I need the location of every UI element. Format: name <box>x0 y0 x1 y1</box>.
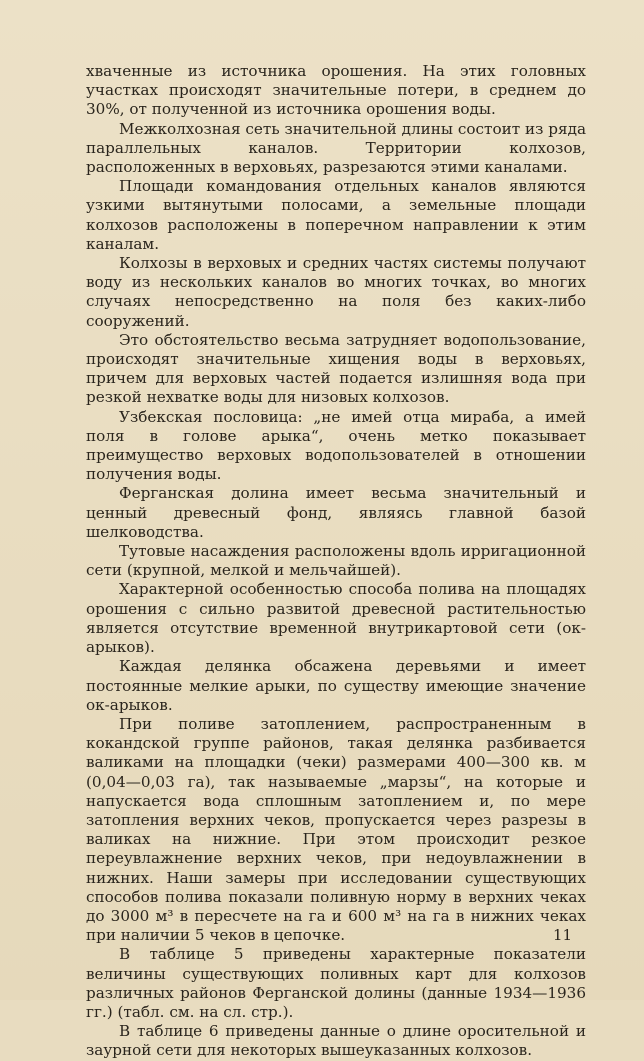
page-number: 11 <box>553 926 573 944</box>
paragraph-3: Площади командования отдельных каналов являются узкими вытянутыми полосами, а земельные площади колхозов расположены в поперечном направлении к этим каналам. <box>86 177 586 253</box>
paragraph-12: В таблице 5 приведены характерные показатели величины существующих поливных карт для колхозов различных районов Ферганской долины (данные 1934—1936 гг.) (табл. см. на сл. стр.). <box>86 945 586 1021</box>
paragraph-9: Характерной особенностью способа полива на площадях орошения с сильно развитой древесной растительностью является отсутствие временной внутрикартовой сети (ок-арыков). <box>86 580 586 657</box>
paragraph-4: Колхозы в верховых и средних частях системы получают воду из нескольких каналов во многих точках, во многих случаях непосредственно на поля без каких-либо сооружений. <box>86 254 586 330</box>
body-text <box>86 62 586 1061</box>
paragraph-10: Каждая делянка обсажена деревьями и имеет постоянные мелкие арыки, по существу имеющие значение ок-арыков. <box>86 657 586 714</box>
paragraph-8: Тутовые насаждения расположены вдоль ирригационной сети (крупной, мелкой и мельчайшей). <box>86 542 586 580</box>
paragraph-6: Узбекская пословица: „не имей отца мираба, а имей поля в голове арыка“, очень метко показывает преимущество верховых водопользователей в отношении получения воды. <box>86 407 586 484</box>
paragraph-1: хваченные из источника орошения. На этих головных участках происходят значительные потери, в среднем до 30%, от полученной из источника орошения воды. <box>86 62 586 119</box>
paragraph-2: Межколхозная сеть значительной длины состоит из ряда параллельных каналов. Территории колхозов, расположенных в верховьях, разрезаются этими каналами. <box>86 119 586 177</box>
paragraph-11: При поливе затоплением, распространенным в кокандской группе районов, такая делянка разбивается валиками на площадки (чеки) размерами 400—300 кв. м (0,04—0,03 га), так называемые „марзы“, на которые и напускается вода сплошным затоплением и, по мере затопления верхних чеков, пропускается через разрезы в валиках на нижние. При этом происходит резкое переувлажнение верхних чеков, при недоувлажнении в нижних. Наши замеры при исследовании существующих способов полива показали поливную норму в верхних чеках до 3000 м³ в пересчете на га и 600 м³ на га в нижних чеках при наличии 5 чеков в цепочке. <box>86 714 586 945</box>
paragraph-13: В таблице 6 приведены данные о длине оросительной и заурной сети для некоторых вышеуказанных колхозов. <box>86 1022 586 1060</box>
paragraph-5: Это обстоятельство весьма затрудняет водопользование, происходят значительные хищения воды в верховьях, причем для верховых частей подается излишняя вода при резкой нехватке воды для низовых колхозов. <box>86 330 586 407</box>
paragraph-7: Ферганская долина имеет весьма значительный и ценный древесный фонд, являясь главной базой шелководства. <box>86 484 586 541</box>
